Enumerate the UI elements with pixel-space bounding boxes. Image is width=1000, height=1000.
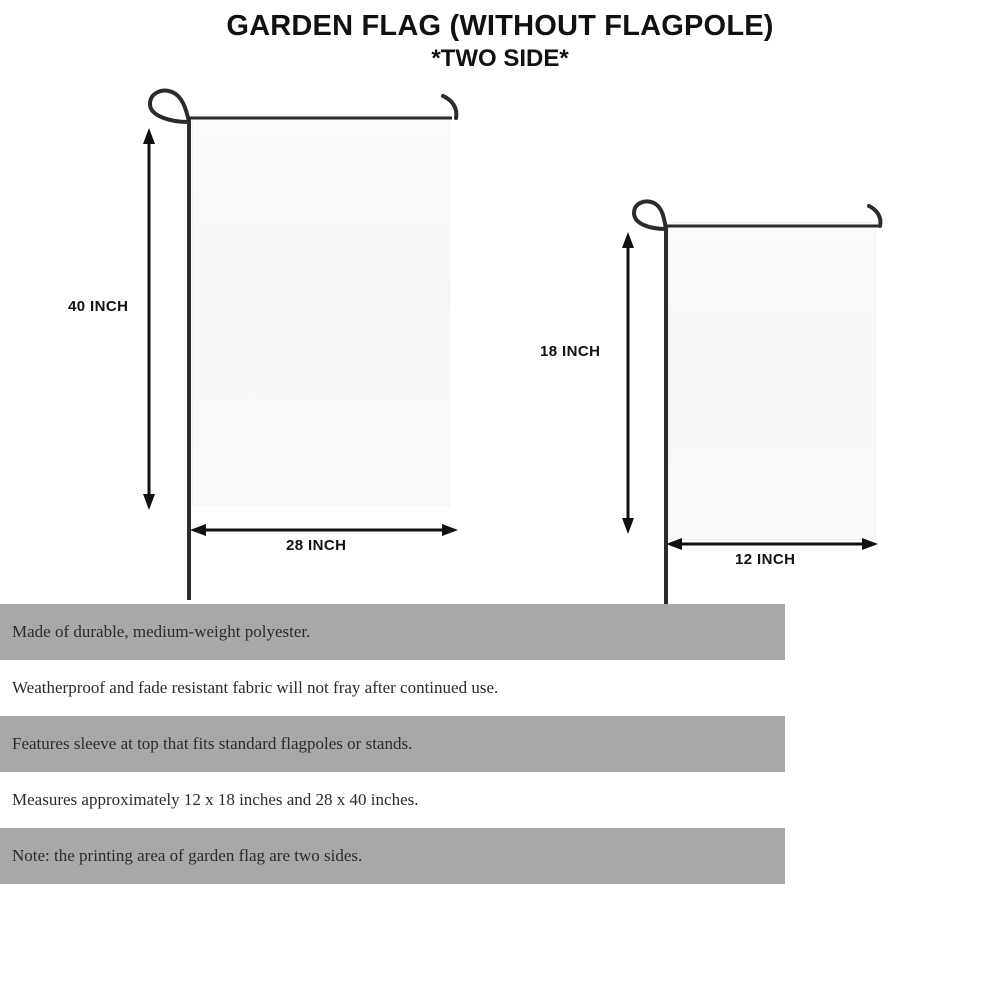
list-item (0, 772, 785, 828)
list-item (0, 660, 785, 716)
feature-text: Note: the printing area of garden flag are two sides. (12, 846, 363, 865)
small-flag-height-label: 18 INCH (540, 343, 601, 360)
small-flag-height-arrow-top (622, 232, 634, 248)
title-secondary: *TWO SIDE* (431, 45, 569, 72)
small-flag-right-hook (869, 206, 880, 226)
feature-text: Measures approximately 12 x 18 inches and 28 x 40 inches. (12, 790, 419, 809)
large-flag-right-hook (443, 96, 456, 118)
large-flag-height-arrow-bottom (143, 494, 155, 510)
list-item (0, 604, 785, 660)
large-flag-width-arrow-right (442, 524, 458, 536)
title-primary: GARDEN FLAG (WITHOUT FLAGPOLE) (226, 10, 774, 42)
list-item (0, 716, 785, 772)
small-flag-width-arrow-right (862, 538, 878, 550)
large-flag-width-arrow-left (190, 524, 206, 536)
small-flag-width-label: 12 INCH (735, 551, 796, 568)
feature-list (0, 604, 785, 884)
small-flag-height-arrow-bottom (622, 518, 634, 534)
large-flag-height-label: 40 INCH (68, 298, 129, 315)
small-flag-pole-loop (634, 201, 666, 229)
large-flag-height-arrow-top (143, 128, 155, 144)
small-flag-width-arrow-left (666, 538, 682, 550)
large-flag-pole-loop (150, 91, 189, 122)
list-item (0, 828, 785, 884)
feature-text: Features sleeve at top that fits standard flagpoles or stands. (12, 734, 413, 753)
large-flag-width-label: 28 INCH (286, 537, 347, 554)
feature-text: Made of durable, medium-weight polyester. (12, 622, 311, 641)
feature-text: Weatherproof and fade resistant fabric will not fray after continued use. (12, 678, 499, 697)
